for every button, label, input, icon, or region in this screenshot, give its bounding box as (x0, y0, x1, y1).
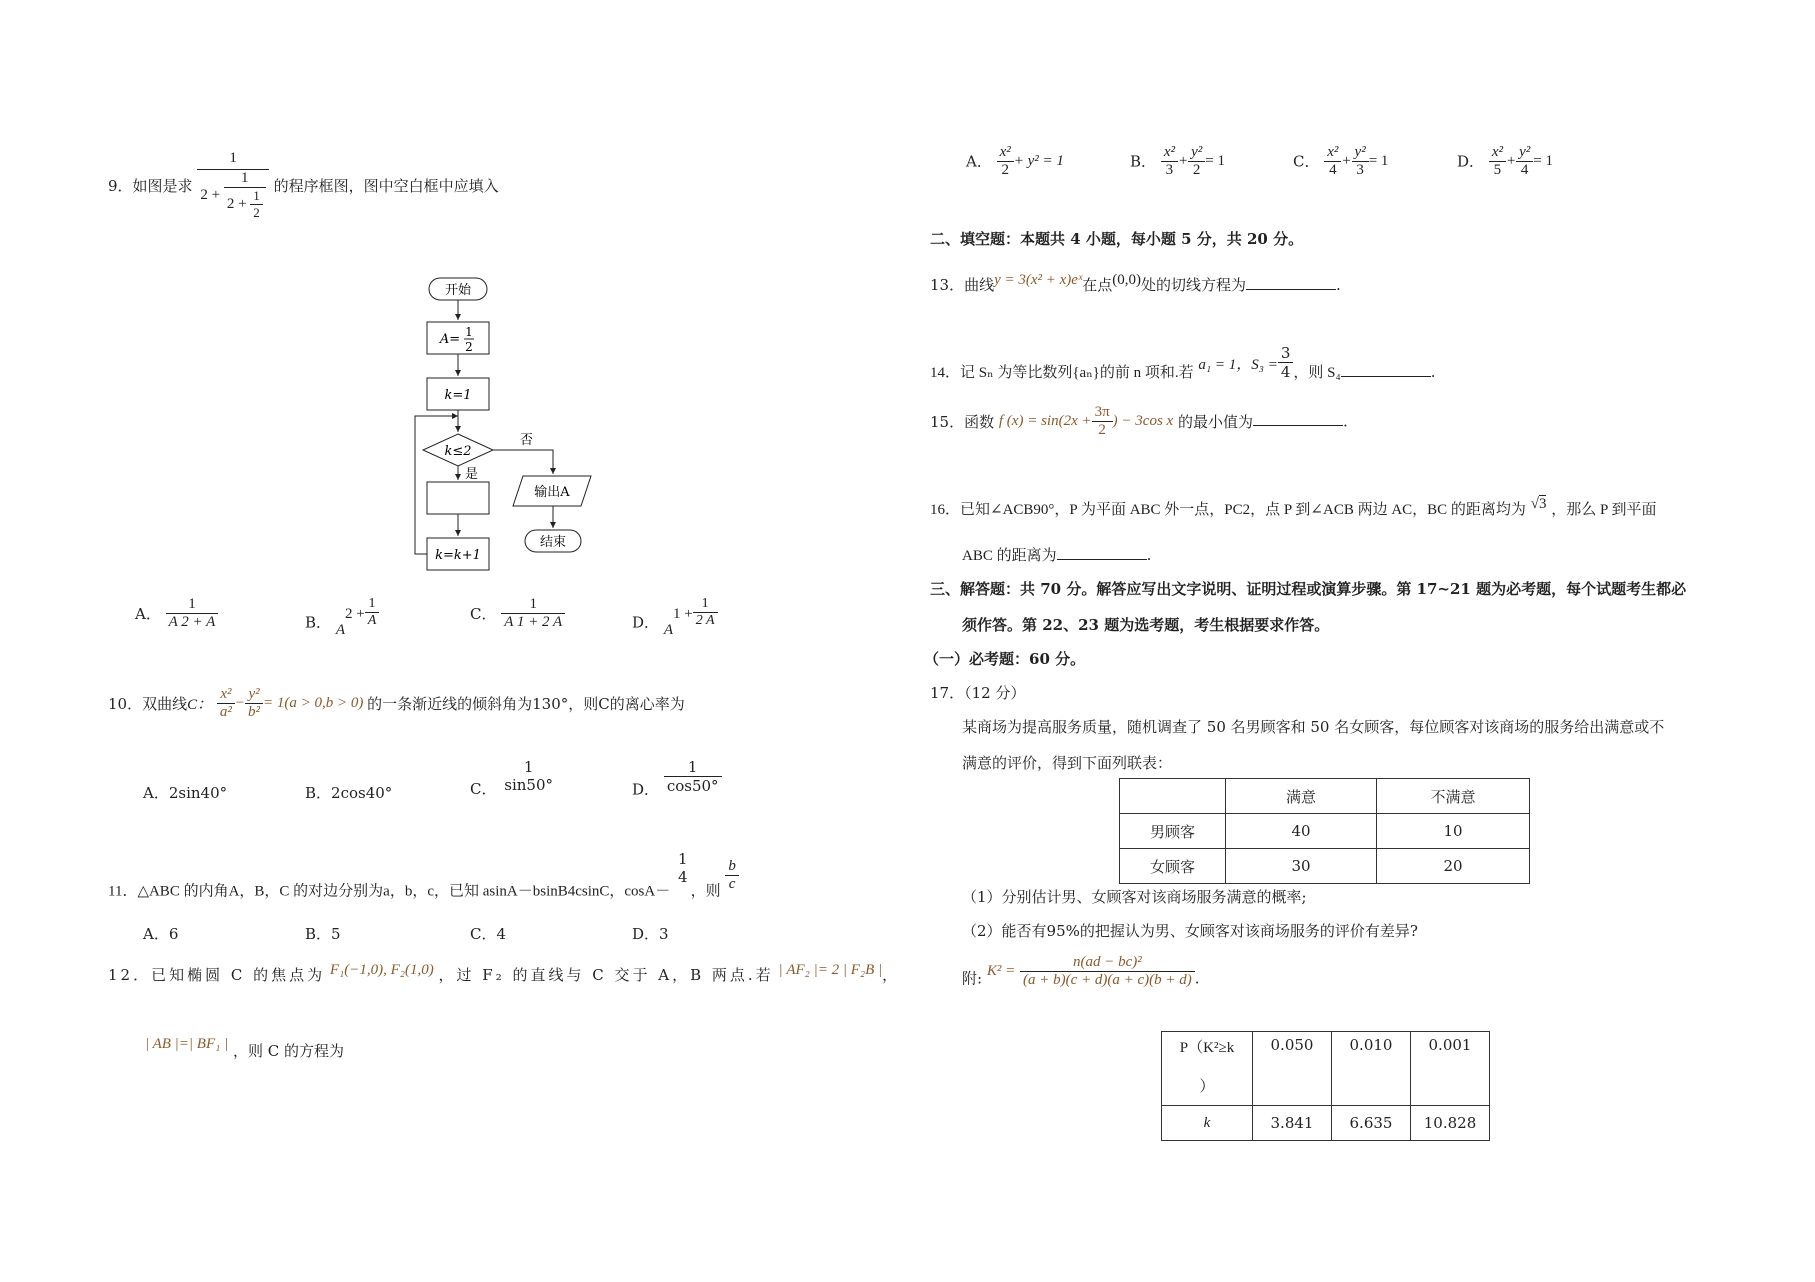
q12-opt-c-y: y² (1352, 144, 1369, 162)
q15-eq-b: ) − 3cos x (1112, 413, 1174, 429)
q11-frac (675, 850, 691, 886)
q15-frac-n: 3π (1092, 404, 1113, 422)
table-header-cell (1120, 779, 1226, 814)
q13-equation: y = 3(x² + x)eˣ (994, 272, 1083, 288)
q17-formula (962, 954, 1200, 989)
section-3-heading-line1: 三、解答题：共 70 分。解答应写出文字说明、证明过程或演算步骤。第 17~21 题为必考题，每个试题考生都必 (930, 580, 1687, 598)
q17-formula-den: (a + b)(c + d)(a + c)(b + d) (1023, 972, 1192, 988)
q10-opt-d-n: 1 (664, 758, 722, 777)
q10-opt-c-label: C． (470, 780, 497, 798)
q10-stem (108, 686, 685, 721)
q13-prefix: 13．曲线 (930, 276, 995, 294)
q11-text: 11．△ABC 的内角A，B，C 的对边分别为a，b，c，已知 asinA－bsinB4csinC，cosA－ (108, 883, 671, 900)
flow-end-label: 结束 (539, 535, 567, 550)
q9-opt-d-base: A (663, 622, 673, 638)
table-header-row (1120, 779, 1530, 814)
q12-opt-d-x: x² (1489, 144, 1506, 162)
table-cell: 20 (1377, 849, 1530, 884)
q12-opt-c-b: 3 (1356, 162, 1364, 178)
q14-prefix: 14．记 Sₙ 为等比数列{aₙ}的前 n 项和.若 (930, 365, 1194, 381)
q10-option-b (305, 782, 392, 803)
table-row (1162, 1032, 1490, 1106)
q12-opt-d-a: 5 (1493, 162, 1502, 178)
q9-opt-c-label: C． (470, 605, 497, 623)
section-3-heading-line2: 须作答。第 22、23 题为选考题，考生根据要求作答。 (962, 616, 1330, 634)
table-cell: 6.635 (1332, 1106, 1411, 1141)
q13-point: (0,0) (1112, 272, 1141, 288)
q17-sub1: （1）分别估计男、女顾客对该商场服务满意的概率; (962, 888, 1307, 906)
q12-opt-a-rest: + y² = 1 (1013, 153, 1064, 169)
table-cell: 3.841 (1253, 1106, 1332, 1141)
q9-continued-fraction (197, 150, 268, 221)
q9-den-b: 2 + (226, 196, 247, 212)
q13-end: . (1335, 276, 1341, 294)
q17-formula-end: . (1194, 969, 1200, 988)
q17-para1: 某商场为提高服务质量，随机调查了 50 名男顾客和 50 名女顾客，每位顾客对该商场的服务给出满意或不 (962, 718, 1665, 736)
q12-option-b (1130, 144, 1225, 179)
q11-opt-b-text: 5 (331, 925, 341, 943)
q9-den-a: 2 + (200, 187, 221, 203)
q17-sub2: （2）能否有95%的把握认为男、女顾客对该商场服务的评价有差异? (962, 922, 1418, 940)
table-cell: 女顾客 (1120, 849, 1226, 884)
q9-option-a (135, 596, 218, 631)
q11-frac-n: 1 (678, 850, 688, 868)
q16-line1b: ，那么 P 到平面 (1551, 502, 1657, 518)
q15-eq-a: f (x) = sin(2x + (998, 413, 1092, 429)
q10-y: y² (245, 686, 263, 704)
q11-option-b (305, 923, 341, 944)
q10-x: x² (217, 686, 235, 704)
q12-cond2: | AB |=| BF₁ | (145, 1036, 229, 1052)
q11-opt-d-text: 3 (659, 925, 669, 943)
q9-opt-b-label: B． (305, 613, 332, 632)
q17-para2: 满意的评价，得到下面列联表： (962, 754, 1173, 772)
table-cell: 30 (1226, 849, 1377, 884)
q16-stem-line2 (962, 544, 1151, 565)
q12-opt-b-frac2 (1188, 144, 1205, 179)
table-row (1120, 814, 1530, 849)
q11-frac2 (725, 858, 739, 893)
q12-opt-b-y: y² (1188, 144, 1205, 162)
q15-frac-d: 2 (1098, 422, 1106, 438)
q9-inner-den (224, 188, 266, 221)
q9-opt-c-frac (501, 596, 565, 631)
q10-eq-rest: = 1(a > 0,b > 0) (263, 694, 364, 711)
table-cell (1162, 1032, 1253, 1106)
table-cell: 10.828 (1411, 1106, 1490, 1141)
q13-mid: 在点 (1082, 276, 1113, 294)
q16-line2: ABC 的距离为 (962, 548, 1057, 564)
q9-number-prefix: 9． (108, 177, 133, 195)
q15-suffix: 的最小值为 (1177, 413, 1253, 431)
q9-opt-d-sup: 1 + (672, 606, 693, 622)
q10-opt-b-text: 2cos40° (331, 784, 393, 802)
q17-formula-num: n(ad − bc)² (1020, 954, 1195, 972)
q9-half-n: 1 (250, 188, 263, 205)
q9-inner-frac (224, 170, 266, 221)
flow-blank-box (427, 482, 489, 514)
q15-frac (1092, 404, 1113, 439)
q9-opt-c-d: A 1 + 2 A (504, 614, 563, 630)
q14-stem (930, 344, 1436, 382)
q12-opt-d-y: y² (1516, 144, 1533, 162)
q9-opt-d-frac (693, 596, 718, 629)
flow-increment-label: k=k+1 (435, 548, 481, 563)
q12-option-c (1293, 144, 1388, 179)
q11-option-a (143, 923, 178, 944)
q17-appendix-label: 附: (962, 969, 983, 988)
q16-line1a: 16．已知∠ACB90°，P 为平面 ABC 外一点，PC2，点 P 到∠ACB 两边 AC，BC 的距离均为 (930, 502, 1526, 518)
q12-opt-a-eq (997, 144, 1064, 178)
table-cell: 男顾客 (1120, 814, 1226, 849)
q12-prefix: 12．已知椭圆 C 的焦点为 (108, 966, 326, 984)
q13-stem (930, 272, 1341, 295)
q14-frac (1278, 344, 1294, 381)
q17-formula-lhs: K² = (986, 963, 1016, 979)
section-2-heading: 二、填空题：本题共 4 小题，每小题 5 分，共 20 分。 (930, 230, 1304, 248)
q11-stem (108, 850, 739, 901)
q12-opt-a-x: x² (997, 144, 1014, 162)
q14-frac-n: 3 (1278, 344, 1294, 363)
table-cell: 10 (1377, 814, 1530, 849)
q15-answer-blank[interactable] (1253, 411, 1343, 426)
q12-opt-a-label: A． (966, 152, 992, 171)
q12-opt-b-eq: $\frac{\text{x²}}{3}$ + $\frac{\text{y²}}{2}$ = 1 (1161, 153, 1225, 169)
flow-a-init-d: 2 (465, 340, 473, 354)
q10-opt-d-d: cos50° (666, 777, 719, 795)
q9-prefix: 如图是求 (132, 177, 193, 195)
q11-frac-d: 4 (678, 868, 688, 886)
flow-start-label: 开始 (444, 283, 472, 298)
q14-frac-d: 4 (1280, 363, 1291, 381)
q16-sqrt: √3 (1530, 496, 1547, 512)
table-cell: 0.010 (1332, 1032, 1411, 1106)
flow-no-label: 否 (520, 433, 534, 448)
q12-stem (108, 962, 897, 985)
q12-option-a (966, 144, 1064, 179)
q11-option-c (470, 923, 506, 944)
q12-opt-d-rest: = 1 (1533, 152, 1553, 169)
q9-opt-b-frac (365, 596, 380, 629)
q12-opt-d-frac2 (1516, 144, 1533, 179)
table-row (1162, 1106, 1490, 1141)
q9-opt-d-n: 1 (693, 596, 718, 613)
q9-opt-b-d: A (367, 613, 377, 628)
q9-suffix: 的程序框图，图中空白框中应填入 (273, 177, 499, 195)
q12-opt-c-a: 4 (1329, 162, 1337, 178)
q12-stem-line2 (145, 1036, 344, 1061)
q14-end: . (1430, 363, 1436, 381)
q9-opt-a-label: A． (135, 605, 161, 623)
table-header-cell: 不满意 (1377, 779, 1530, 814)
q10-opt-d-frac (664, 758, 722, 795)
q12-opt-c-rest: = 1 (1368, 152, 1389, 169)
q10-option-c (470, 758, 556, 799)
flow-condition-label: k≤2 (444, 444, 472, 459)
q13-answer-blank[interactable] (1246, 275, 1336, 290)
q9-opt-b-n: 1 (365, 596, 380, 613)
q11-opt-a-text: 6 (168, 925, 179, 943)
flow-a-init-label: A= (439, 332, 461, 347)
q10-option-d (632, 758, 722, 800)
q9-opt-b-base: A (335, 622, 345, 638)
q14-condition: a₁ = 1，S₃ = (1198, 357, 1278, 373)
table-row (1120, 849, 1530, 884)
q15-stem (930, 404, 1348, 439)
q12-opt-d-frac1 (1489, 144, 1506, 179)
q12-option-d (1457, 144, 1553, 179)
q12-comma: ， (882, 966, 898, 984)
q12-cond1: | AF₂ |= 2 | F₂B | (778, 962, 883, 978)
q10-equation: $\frac{\text{x²}}{\text{a²}}$ − $\frac{\text{y²}}{\text{b²}}$ = 1(a > 0,b > 0) (217, 695, 367, 711)
q17-formula-frac (1020, 954, 1195, 989)
q10-a: a² (219, 704, 232, 720)
q9-opt-d-label: D． (632, 613, 660, 632)
q10-opt-b-label: B． (305, 784, 332, 802)
q12-foci: F₁(−1,0), F₂(1,0) (329, 962, 434, 978)
q9-opt-a-frac (166, 596, 219, 631)
ptable-head-p: P（K²≥k (1179, 1040, 1235, 1056)
q9-opt-a-n: 1 (166, 596, 219, 614)
q11-opt-b-label: B． (305, 925, 332, 943)
q14-answer-blank[interactable] (1341, 362, 1431, 377)
q17-contingency-table (1119, 778, 1530, 884)
q15-end: . (1343, 412, 1348, 431)
q12-opt-b-a: 3 (1165, 162, 1174, 178)
q9-opt-b-sup: 2 + (344, 606, 365, 622)
q9-stem (108, 150, 499, 221)
q10-opt-c-n: 1 (523, 758, 534, 776)
q16-stem (930, 496, 1657, 519)
table-header-cell: 满意 (1226, 779, 1377, 814)
q12-opt-d-eq: $\frac{\text{x²}}{5}$ + $\frac{\text{y²}}{4}$ = 1 (1489, 153, 1553, 169)
q11-opt-a-label: A． (143, 925, 169, 943)
table-cell: 40 (1226, 814, 1377, 849)
q10-opt-c-d: sin50° (504, 776, 554, 794)
q16-answer-blank[interactable] (1057, 545, 1147, 560)
flowchart (395, 270, 615, 580)
q12-opt-c-eq: $\frac{\text{x²}}{4}$ + $\frac{\text{y²}}{3}$ = 1 (1324, 153, 1388, 169)
table-cell: 0.050 (1253, 1032, 1332, 1106)
q12-opt-b-frac1 (1161, 144, 1178, 179)
table-cell: 0.001 (1411, 1032, 1490, 1106)
q9-opt-c-n: 1 (501, 596, 565, 614)
q9-opt-a-d: A 2 + A (168, 614, 216, 630)
q10-opt-d-label: D． (632, 780, 660, 799)
q12-opt-b-x: x² (1161, 144, 1178, 162)
q12-opt-c-label: C． (1293, 152, 1320, 171)
q12-mid: ，过 F₂ 的直线与 C 交于 A，B 两点.若 (438, 966, 774, 984)
q10-c: C： (187, 697, 213, 713)
q9-option-b (305, 596, 379, 639)
q13-suffix: 处的切线方程为 (1140, 276, 1246, 294)
q11-opt-c-label: C． (470, 925, 497, 943)
q9-half-d: 2 (253, 205, 260, 220)
q12-opt-b-label: B． (1130, 152, 1157, 171)
q12-opt-c-x: x² (1324, 144, 1341, 162)
q11-frac2-n: b (725, 858, 739, 876)
q12-opt-b-rest: = 1 (1205, 152, 1225, 169)
ptable-head-p-close: ） (1199, 1077, 1215, 1095)
q9-opt-d-d: 2 A (695, 613, 715, 628)
flow-output-label: 输出A (534, 485, 570, 500)
q10-prefix: 10．双曲线 (108, 695, 188, 713)
q10-frac-x (217, 686, 235, 721)
q9-frac-num: 1 (197, 150, 268, 170)
q10-frac-y (245, 686, 263, 721)
q16-end: . (1146, 546, 1152, 564)
q12-opt-d-label: D． (1457, 152, 1485, 171)
flow-yes-label: 是 (465, 467, 479, 482)
q10-suffix: 的一条渐近线的倾斜角为130°，则C的离心率为 (367, 695, 685, 713)
q12-suffix: ，则 C 的方程为 (233, 1042, 345, 1060)
q17-head: 17．（12 分） (930, 684, 1026, 702)
q17-critical-table (1161, 1031, 1490, 1141)
q12-opt-b-b: 2 (1192, 162, 1201, 178)
q10-opt-a-label: A． (143, 784, 169, 802)
q15-prefix: 15．函数 (930, 413, 995, 431)
flow-k-init-label: k=1 (444, 388, 472, 403)
q9-inner-num: 1 (224, 170, 266, 188)
q10-opt-a-text: 2sin40° (168, 784, 228, 802)
q12-opt-a-a: 2 (1001, 162, 1009, 178)
flow-a-init-n: 1 (465, 325, 473, 339)
q12-opt-c-frac1 (1324, 144, 1341, 179)
q12-opt-c-frac2 (1352, 144, 1369, 179)
q11-frac2-d: c (728, 876, 736, 892)
q16-sqrt-value: 3 (1538, 496, 1547, 512)
q11-option-d (632, 923, 669, 944)
q10-opt-c-frac (501, 758, 556, 794)
q12-opt-a-frac (997, 144, 1014, 179)
q14-suffix: ，则 S₄ (1293, 365, 1341, 381)
table-cell: k (1162, 1106, 1253, 1141)
q10-b: b² (248, 704, 261, 720)
section-3-sub: （一）必考题：60 分。 (924, 650, 1086, 668)
q10-option-a (143, 782, 227, 803)
q9-option-d (632, 596, 718, 639)
q11-opt-c-text: 4 (496, 925, 507, 943)
q9-frac-den (197, 170, 268, 221)
q11-mid: ，则 (690, 881, 721, 900)
q11-opt-d-label: D． (632, 925, 660, 943)
q12-opt-d-b: 4 (1520, 162, 1529, 178)
q9-half-frac (250, 188, 263, 221)
q9-option-c (470, 596, 565, 631)
